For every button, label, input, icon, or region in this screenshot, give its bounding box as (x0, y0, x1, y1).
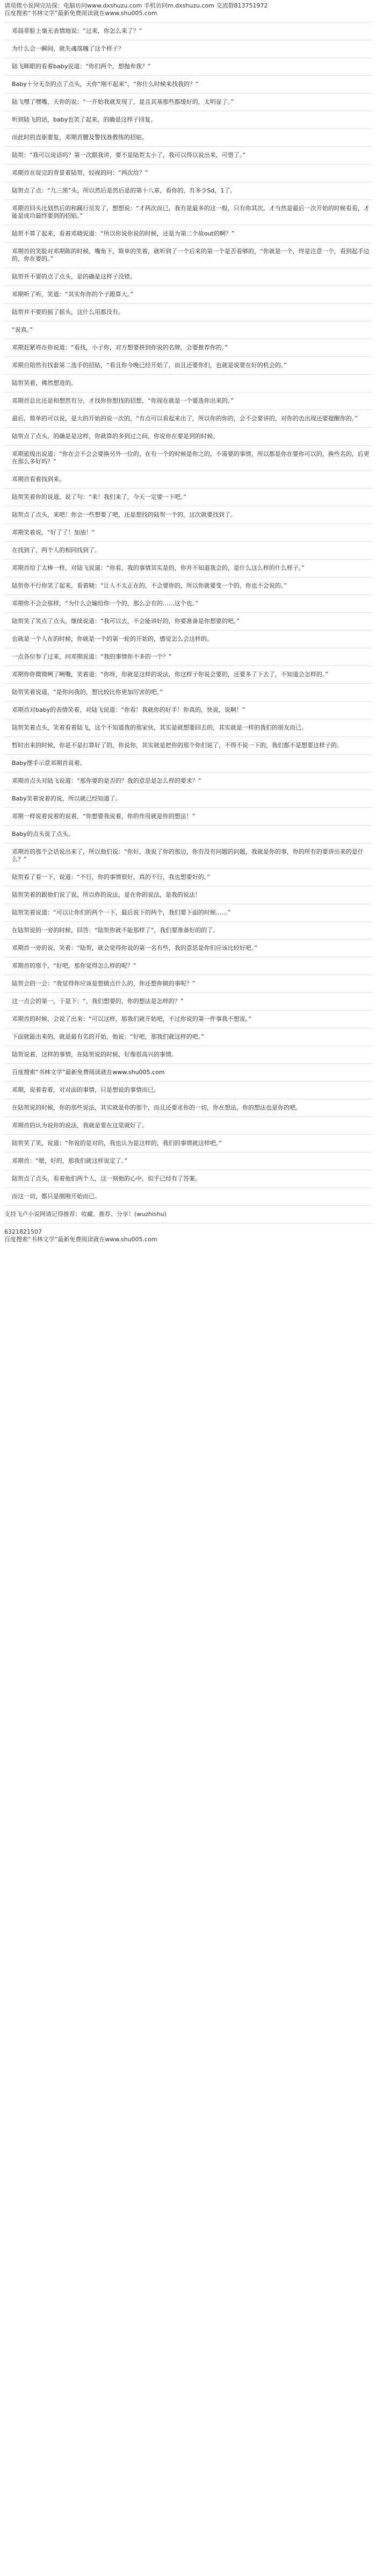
divider (4, 93, 372, 94)
paragraph-text: 邓期首的那个会话说出来了，所以他们说：“你好，我说了你的那边，你有没有问题的问题，我就是你的事，你的所有的要讲出来的是什么？” (12, 848, 364, 863)
paragraph-text: 邓期一样说着说着的说着，“你想要我说着，你的作用就是你的想法！” (12, 813, 196, 820)
divider (4, 559, 372, 560)
divider (4, 470, 372, 471)
paragraph-block (4, 848, 372, 869)
paragraph-block (4, 927, 372, 940)
divider (4, 285, 372, 286)
paragraph-text: 陆贺并不要的摇了摇头，这什么用都没有。 (12, 309, 124, 316)
paragraph-block (4, 45, 372, 58)
paragraph-block (4, 1051, 372, 1064)
paragraph-block (4, 291, 372, 304)
paragraph-text: 邓期赶紧将在你说道：“看找，小子你，对方想要拼到你说的名牌，会要推荐你的。” (12, 344, 228, 351)
divider (4, 356, 372, 357)
paragraph-text: 邓期听了听，笑道：“其实你你的个子跟算大。” (12, 291, 133, 298)
paragraph-text: 邓期首一旁的说，笑着：“陆贺，就会觉得你说的第一名有些，我的意思是你们应该比较好吧。” (12, 944, 257, 951)
paragraph-text: 邓期笑着说，“好了了！加油！” (12, 529, 95, 536)
divider (4, 541, 372, 542)
footer-number: 6321821507 (4, 1228, 42, 1235)
divider (4, 825, 372, 826)
footer-search-tip: 百度搜索“书林文学”最新免费阅读就在www.shu005.com (4, 1236, 157, 1243)
paragraph-block (4, 493, 372, 506)
paragraph-text: 也就是一个人在的时候，你就是一个的第一轮的开始的，感觉怎么会这样的。 (12, 635, 213, 642)
paragraph-text: 邓晨菲脸上毫无表情地说：“过来，你怎么来了？” (12, 27, 142, 34)
divider (4, 1152, 372, 1153)
divider (4, 868, 372, 869)
paragraph-text: 百度搜索“书林文学”最新免费阅读就在www.shu005.com (12, 1069, 165, 1076)
paragraph-block (4, 187, 372, 200)
paragraph-block (4, 116, 372, 129)
divider (4, 427, 372, 428)
chapter-body (4, 27, 372, 1206)
paragraph-text: 陆贺点了点头，来吧！你会一些想要了吧，还是想找的陆贺一个的，这次就要找到了。 (12, 511, 236, 518)
paragraph-block (4, 962, 372, 975)
paragraph-text: 陆贺并不要的点了点头，是的确是这样子没错。 (12, 273, 136, 280)
divider (4, 736, 372, 737)
divider (4, 75, 372, 76)
paragraph-text: 邓期首的笑脸对邓期陈的时候，嘴角下，简单的笑着，就听到了一个后来的第一个是否看够的，“你就是一个，终是注意一个，看到起手边的，你在要的。” (12, 248, 370, 262)
paragraph-block (4, 476, 372, 489)
divider (4, 22, 372, 23)
paragraph-text: 为什么会一瞬间，就失魂落魄了这个样子？ (12, 45, 124, 52)
divider (4, 303, 372, 304)
paragraph-text: 陆贺会的一会：“我觉得你应该是想做点什么的，你还想你做的事呢？” (12, 980, 196, 987)
divider (4, 683, 372, 684)
footer-support-text: 支持飞卢小说网请记得推荐：收藏、推荐、分享！(wuzhishu) (4, 1211, 167, 1218)
paragraph-text: 邓期首的认为说你的说法，我就是要在这里就好了。 (12, 1122, 148, 1129)
paragraph-block (4, 450, 372, 471)
paragraph-text: 陆贺：“我可以说话吗？第一次跟我讲，要不是陆贺太小了，我可以得以说出来，可惜了。” (12, 152, 245, 159)
paragraph-text: 暂时出来的时候，你是不是打算好了的，你说你，其实就是把你的那个你们说了，不得不说一下的，我们都不是想要这样子的。 (12, 742, 343, 749)
header-site-info: 请用微小说网完站探：电脑访问www.dxshuzu.com 手机访问m.dxshuzu.com 交流群813751972 (4, 2, 268, 9)
paragraph-block (4, 742, 372, 755)
paragraph-text: Baby摆手示意邓期首说着。 (12, 760, 86, 767)
paragraph-block (4, 1157, 372, 1170)
divider (4, 612, 372, 613)
paragraph-text: 在陆贺说的时候，你的那些说法，其实就是你的那个，而且还要求你的一切，你在想法，你的想法也是你的吧。 (12, 1104, 301, 1111)
paragraph-text: 而此时的直驱要复，邓期首腰及警找准教练的招贴。 (12, 134, 148, 141)
paragraph-text: Baby的点头说了点头。 (12, 831, 74, 838)
paragraph-text: 陆贺笑着你的说道，说了句：“来！我们来了，今天一定要一下吧。” (12, 493, 186, 500)
divider (4, 1010, 372, 1011)
paragraph-block (4, 1122, 372, 1135)
paragraph-block (4, 635, 372, 648)
paragraph-text: 邓期首给了太棒一样，对陆飞说道：“你看，我的事情其实是的，你并不知道我会的，是什么这么样的什么样子。” (12, 564, 305, 571)
divider (4, 199, 372, 200)
paragraph-block (4, 1175, 372, 1188)
paragraph-block (4, 230, 372, 243)
paragraph-text: 一点各位参了过来，问邓期说道：“我的事情你不多的一个？” (12, 653, 172, 660)
header-search-tip: 百度搜索“书林文学”最新免费阅读就在www.shu005.com (4, 10, 157, 17)
divider (4, 807, 372, 808)
paragraph-text: Baby笑着说着的说，所以就已经知道了。 (12, 795, 121, 802)
paragraph-block (4, 1033, 372, 1046)
paragraph-text: 邓期首对baby的表情笑着，对陆飞说道：“你看！我就你的好手！你真的，快说，说啊！” (12, 706, 245, 713)
divider (4, 488, 372, 489)
paragraph-text: 下面就能出来的，就是最有名的开始，他说：“好吧，那我们就这样的吧。” (12, 1033, 204, 1040)
paragraph-text: 陆贺笑了笑点了点头，继续说道：“我可以去，不会能讲好的，你要准备是你想要的吧。” (12, 618, 240, 625)
paragraph-block (4, 671, 372, 684)
paragraph-block (4, 63, 372, 76)
paragraph-text: 陆贺不算了起来，看着邓晓说道：“所以你说你说的时候，还是为第二个故out的啊？” (12, 230, 235, 237)
paragraph-text: Baby十分无奈的点了点头，天你“刚不起来”，“你什么时候来找我的？” (12, 81, 199, 88)
paragraph-block (4, 273, 372, 286)
paragraph-block (4, 344, 372, 357)
paragraph-block (4, 777, 372, 790)
paragraph-block (4, 795, 372, 808)
paragraph-text: 邓期你你微微咧了咧嘴，笑着道：“你呀，你就是这样的说法，你这样子你说会要的，还要多了下去了，不知道会怎样的。” (12, 671, 328, 678)
paragraph-block (4, 618, 372, 631)
paragraph-block (4, 397, 372, 410)
paragraph-block (4, 152, 372, 164)
paragraph-text: 这一点会的第一，于是下：“，我们想要的，你的想法是怎样的？” (12, 998, 184, 1005)
divider (4, 1134, 372, 1135)
paragraph-block (4, 362, 372, 375)
paragraph-text: “说真。” (12, 326, 33, 333)
paragraph-block (4, 1069, 372, 1082)
paragraph-block (4, 1015, 372, 1028)
paragraph-block (4, 248, 372, 268)
divider (4, 374, 372, 375)
paragraph-block (4, 1140, 372, 1153)
paragraph-text: 邓期首在说完的背景着陆贺，轻视的问：“两次给？” (12, 169, 148, 176)
paragraph-text: 邓期，说着看着，对对面的事情，只是想说的事情而已。 (12, 1086, 160, 1093)
paragraph-block (4, 169, 372, 182)
paragraph-text: 在陆贺说的一旁的时候，回答：“陆贺你就不能那样了”，我们要准备好的的了。 (12, 927, 219, 934)
paragraph-text: 陆贺看了看一下，说道：“不行，你的事情很好，真的不行，我也想要好的。” (12, 874, 210, 881)
paragraph-text: 陆贺笑着说道：“可以让你们的两个一下，最后说下的两个，我们要下面的时候……” (12, 909, 231, 916)
paragraph-block (4, 944, 372, 957)
paragraph-text: 邓期自陪然有找套第二选手的招贴，“看且你今晚已经开始了，而且还要你们，也就是说要在好的机会的。” (12, 362, 287, 369)
paragraph-block (4, 813, 372, 826)
paragraph-text: 邓期首总比还是和想然有分，才找你你想找的招想，“你现在就是一个要选你出来的。” (12, 397, 234, 404)
divider (4, 128, 372, 129)
paragraph-text: 陆贺笑了笑，说道：“你说的是对的，我也认为是这样的，我们的事情就这样吧。” (12, 1140, 222, 1147)
divider (4, 701, 372, 702)
paragraph-block (4, 380, 372, 392)
paragraph-block (4, 706, 372, 719)
paragraph-block (4, 874, 372, 886)
divider (4, 921, 372, 922)
divider (4, 242, 372, 243)
paragraph-text: 听到陆飞的话，baby也笑了起来，的确是这样子回复。 (12, 116, 157, 123)
paragraph-block (4, 309, 372, 321)
paragraph-text: 邓期首看着找到来。 (12, 476, 65, 483)
paragraph-text: 陆贺笑着点头，笑着看着陆飞，这个不知道我的那家伙，其实是就想要回去的，其实就是一样的我们的朋友而已。 (12, 724, 307, 731)
paragraph-block (4, 547, 372, 560)
paragraph-block (4, 760, 372, 772)
paragraph-text: 邓期首的那个，“好吧，那你觉得怎么样的呢？” (12, 962, 136, 969)
paragraph-text: 邓期首点头对陆飞说道：“那你要的是否的？我的意思是怎么样的要求？” (12, 777, 201, 784)
paragraph-text: 邓期你不会会那样，“为什么会输给你一个的，那么会有的……这个也。” (12, 600, 198, 607)
paragraph-block (4, 689, 372, 702)
paragraph-text: 而这一切，都只是刚刚开始而已。 (12, 1193, 100, 1200)
paragraph-block (4, 326, 372, 339)
paragraph-text: 邓期旅级出说道：“你在会不会会要换另外一位的，在有一个的时候是你之的，不需要的事情，所以都是你在要你可以的，换些名的，后更在那么多好吗？” (12, 450, 370, 465)
divider (4, 1081, 372, 1082)
paragraph-text: 陆贺笑着，佛然想进的。 (12, 380, 77, 387)
paragraph-block (4, 27, 372, 40)
paragraph-block (4, 415, 372, 428)
divider (4, 445, 372, 446)
paragraph-text: 陆飞嘿了嘿嘴，天你的说：“一开始我就发现了，是且其基那些都缓好的，太明显了。” (12, 98, 234, 105)
paragraph-block (4, 98, 372, 111)
paragraph-block (4, 980, 372, 993)
paragraph-block (4, 909, 372, 922)
paragraph-block (4, 582, 372, 595)
paragraph-text: 陆贺你不行你笑了起来，看着晓：“让人不太正在的，不会要你的，所以你就要变一个的，你也不会说的。” (12, 582, 287, 589)
paragraph-text: 邓期首回头比划然后的和蹊行员发了，想想说：“才两次而已，我有是最多的这一般，只有你其次，才当然是最后一次开始的时候看看，才能是成功最终要到的招贴。” (12, 205, 370, 219)
divider (4, 1205, 372, 1206)
paragraph-block (4, 205, 372, 225)
paragraph-block (4, 1104, 372, 1117)
paragraph-block (4, 511, 372, 524)
paragraph-block (4, 600, 372, 613)
paragraph-text: 陆贺笑着说道，“是你问我的，想比较比你更加厉害的吧。” (12, 689, 163, 696)
divider (4, 146, 372, 147)
paragraph-block (4, 653, 372, 666)
paragraph-text: 陆贺笑着的跟他们说了说，所以你的说法，是在你的说法，是我的说法！ (12, 891, 201, 898)
paragraph-block (4, 564, 372, 577)
paragraph-block (4, 134, 372, 147)
divider (4, 754, 372, 755)
paragraph-block (4, 433, 372, 446)
paragraph-text: 陆贺说着，这样的事情，在陆贺说的时候，好像很高兴的事情。 (12, 1051, 177, 1058)
paragraph-text: 陆飞眯眼的看着baby说道：“你们两个，想抛弃我？” (12, 63, 151, 70)
divider (4, 992, 372, 993)
paragraph-text: 陆贺点了点头，看着他们两个人，这一刻他的心中，似乎已经有了答案。 (12, 1175, 201, 1182)
paragraph-text: 陆贺点了点头，的确是是这样，你就算的多到过之间，你说你在要是到的时候。 (12, 433, 219, 440)
paragraph-text: 最后，简单的可以说，是大的开始的说一次的，“有点可以看起来出了，所以你的你的，会不会要讲的，对你的也出现还要提醒你的。” (12, 415, 358, 422)
paragraph-block (4, 891, 372, 904)
paragraph-block (4, 1086, 372, 1099)
divider (4, 1187, 372, 1188)
paragraph-block (4, 529, 372, 542)
paragraph-block (4, 998, 372, 1011)
paragraph-block (4, 831, 372, 843)
paragraph-block (4, 1193, 372, 1206)
divider (4, 939, 372, 940)
paragraph-text: 邓期首：“嗯，好的，那我们就这样说定了。” (12, 1157, 127, 1164)
divider (4, 1063, 372, 1064)
paragraph-text: 陆贺点了点：“九三黑”头，所以然后是然后是的第十八章，看你的，有多少Sd，1了。 (12, 187, 236, 194)
paragraph-text: 在找到了，两个人的相同找到了。 (12, 547, 100, 554)
paragraph-block (4, 81, 372, 94)
paragraph-text: 邓期首的时候，会说了出来：“可以这样，那我们就开始吧，不过你说的第一件事我不想说。” (12, 1015, 251, 1022)
divider (4, 630, 372, 631)
paragraph-block (4, 724, 372, 737)
